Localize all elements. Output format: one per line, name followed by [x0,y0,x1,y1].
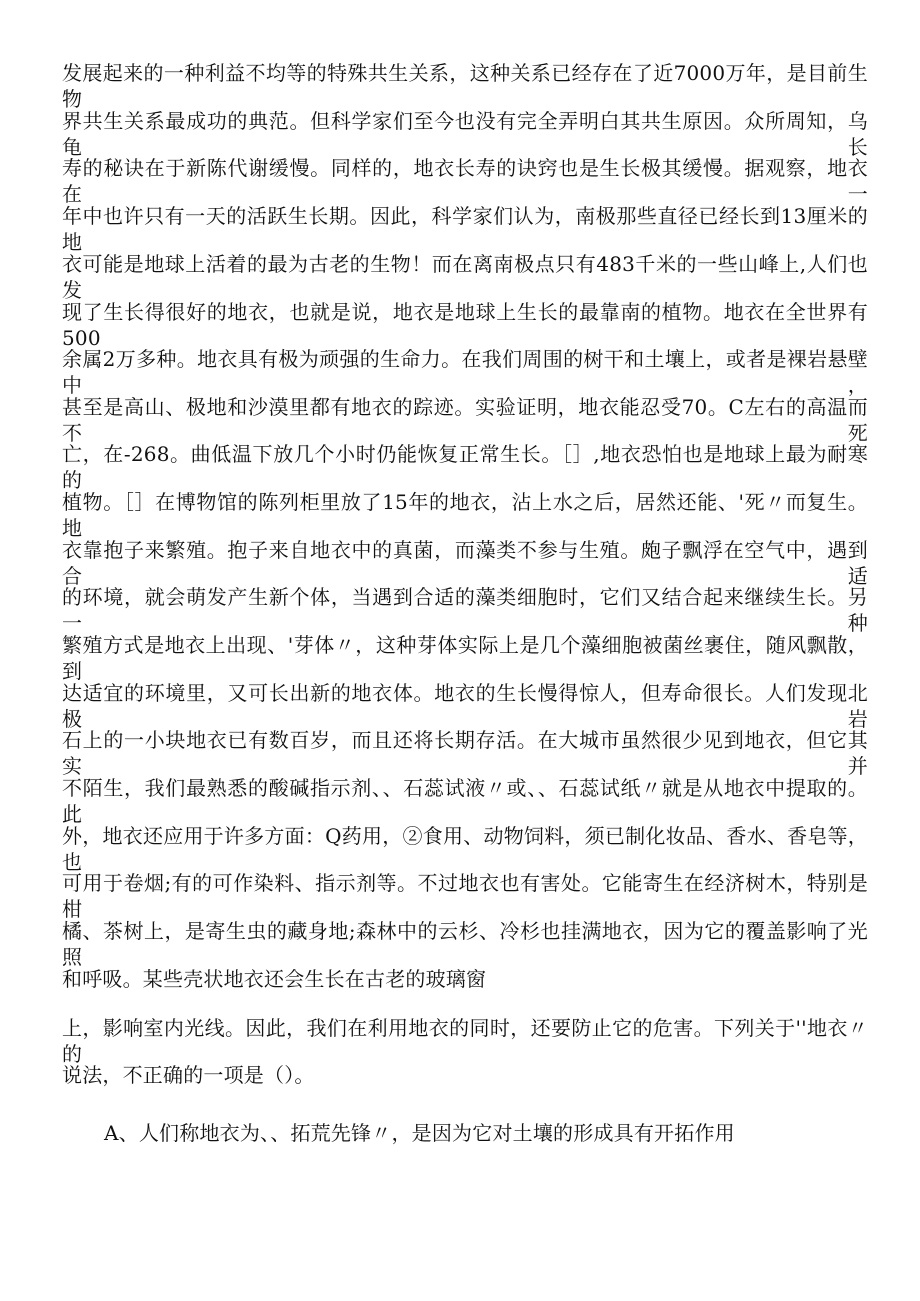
question-stem: 说法，不正确的一项是（）。 [62,1063,315,1087]
passage-line: 衣可能是地球上活着的最为古老的生物！而在离南极点只有483千米的一些山峰上,人们也发 [62,252,868,302]
passage-line: 现了生长得很好的地衣，也就是说，地衣是地球上生长的最靠南的植物。地衣在全世界有500 [62,300,868,350]
passage-line: 的环境，就会萌发产生新个体，当遇到合适的藻类细胞时，它们又结合起来继续生长。另一种 [62,585,868,635]
passage-line: 不陌生，我们最熟悉的酸碱指示剂、、石蕊试液〃或、、石蕊试纸〃就是从地衣中提取的。此 [62,776,868,826]
passage-line: 亡，在-268。曲低温下放几个小时仍能恢复正常生长。［］,地衣恐怕也是地球上最为耐寒的 [62,442,868,492]
answer-option-a: A、人们称地衣为、、拓荒先锋〃，是因为它对土壤的形成具有开拓作用 [104,1121,735,1145]
passage-line: 上，影响室内光线。因此，我们在利用地衣的同时，还要防止它的危害。下列关于''地衣〃的 [62,1016,868,1066]
passage-line: 植物。［］在博物馆的陈列柜里放了15年的地衣，沾上水之后，居然还能、'死〃而复生。地 [62,490,868,540]
passage-line: 年中也许只有一天的活跃生长期。因此，科学家们认为，南极那些直径已经长到13厘米的地 [62,204,868,254]
passage-line: 余属2万多种。地衣具有极为顽强的生命力。在我们周围的树干和土壤上，或者是裸岩悬壁中， [62,347,868,397]
passage-line: 外，地衣还应用于许多方面：Q药用，②食用、动物饲料，须已制化妆品、香水、香皂等，也 [62,824,868,874]
passage-line: 繁殖方式是地衣上出现、'芽体〃，这种芽体实际上是几个藻细胞被菌丝裹住，随风飘散，到 [62,633,868,683]
passage-line: 石上的一小块地衣已有数百岁，而且还将长期存活。在大城市虽然很少见到地衣，但它其实并 [62,728,868,778]
passage-line: 可用于卷烟;有的可作染料、指示剂等。不过地衣也有害处。它能寄生在经济树木，特别是柑 [62,871,868,921]
passage-line: 达适宜的环境里，又可长出新的地衣体。地衣的生长慢得惊人，但寿命很长。人们发现北极岩 [62,681,868,731]
passage-line: 甚至是高山、极地和沙漠里都有地衣的踪迹。实验证明，地衣能忍受70。C左右的高温而不死 [62,395,868,445]
passage-line: 界共生关系最成功的典范。但科学家们至今也没有完全弄明白其共生原因。众所周知，乌龟长 [62,109,868,159]
passage-line: 和呼吸。某些壳状地衣还会生长在古老的玻璃窗 [62,967,487,991]
passage-line: 发展起来的一种利益不均等的特殊共生关系，这种关系已经存在了近7000万年，是目前生物 [62,61,868,111]
passage-line: 橘、茶树上，是寄生虫的藏身地;森林中的云杉、冷杉也挂满地衣，因为它的覆盖影响了光照 [62,919,868,969]
passage-line: 衣靠抱子来繁殖。抱子来自地衣中的真菌，而藻类不参与生殖。皰子飘浮在空气中，遇到合适 [62,538,868,588]
passage-line: 寿的秘诀在于新陈代谢缓慢。同样的，地衣长寿的诀窍也是生长极其缓慢。据观察，地衣在一 [62,156,868,206]
